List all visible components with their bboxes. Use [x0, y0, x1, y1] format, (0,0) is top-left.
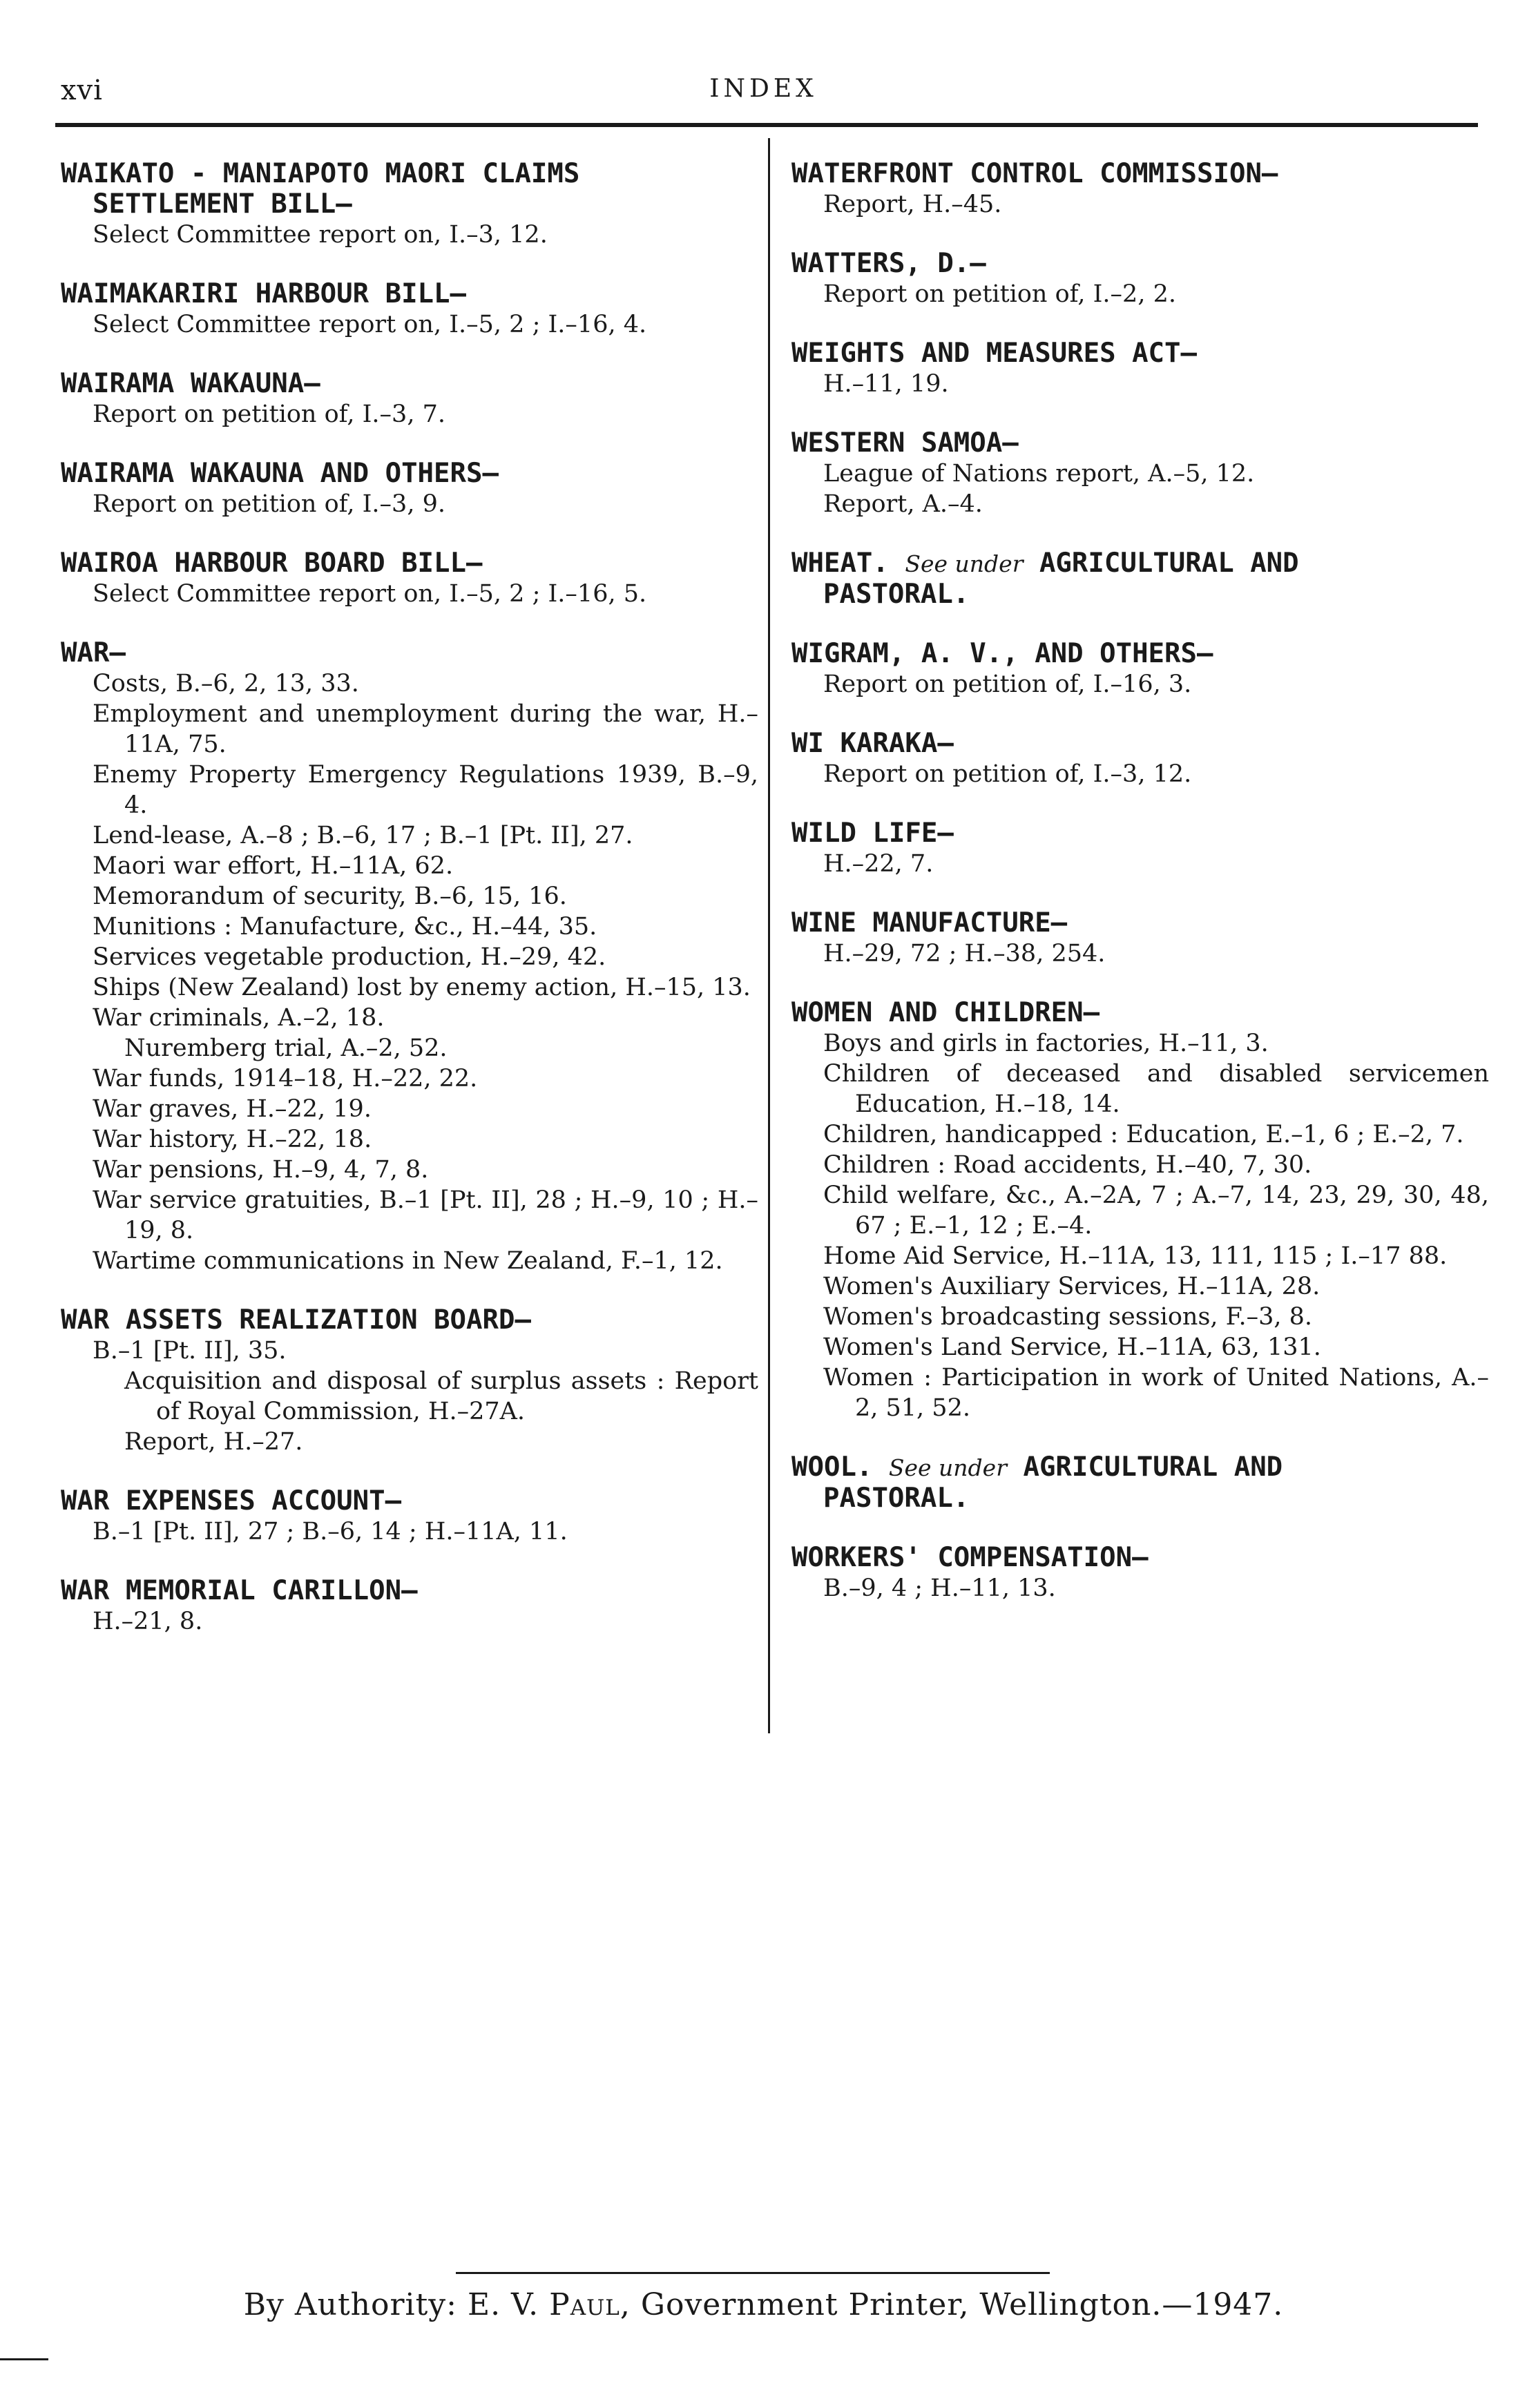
- index-entry: [61, 548, 758, 609]
- entry-reference: War history, H.–22, 18.: [93, 1126, 372, 1153]
- entry-reference: Report, A.–4.: [823, 490, 983, 518]
- entry-reference: War pensions, H.–9, 4, 7, 8.: [93, 1156, 429, 1184]
- entry-reference: Report on petition of, I.–3, 7.: [93, 401, 445, 428]
- index-entry: [791, 1452, 1489, 1514]
- entry-heading: WAR—: [61, 637, 126, 668]
- index-entry: [791, 998, 1489, 1423]
- entry-reference: Wartime communications in New Zealand, F.–1, 12.: [93, 1247, 723, 1275]
- entry-reference: Children, handicapped : Education, E.–1, 6 ; E.–2, 7.: [823, 1121, 1464, 1148]
- page-number: xvi: [61, 75, 103, 106]
- entry-heading-word: WHEAT.: [791, 548, 889, 579]
- index-entry: [791, 639, 1489, 700]
- index-entry: [791, 249, 1489, 309]
- index-entry: [61, 1486, 758, 1547]
- entry-heading-line: WAIKATO - MANIAPOTO MAORI CLAIMS: [61, 158, 580, 189]
- index-entry: [61, 369, 758, 430]
- entry-heading: WIGRAM, A. V., AND OTHERS—: [791, 638, 1213, 669]
- imprint-printer-name: E. V. Paul,: [467, 2287, 631, 2322]
- entry-reference: Report on petition of, I.–16, 3.: [823, 671, 1192, 698]
- index-entry: [791, 908, 1489, 969]
- entry-heading-word: WOOL.: [791, 1452, 873, 1483]
- entry-heading-word: AGRICULTURAL AND: [1039, 548, 1299, 579]
- entry-heading-continuation: PASTORAL.: [823, 579, 970, 610]
- entry-subreference: Acquisition and disposal of surplus assets : Report of Royal Commission, H.–27A.: [124, 1367, 758, 1425]
- entry-reference: Report, H.–45.: [823, 191, 1002, 218]
- entry-heading: WAIRAMA WAKAUNA AND OTHERS—: [61, 458, 499, 489]
- footer-rule: [456, 2272, 1050, 2274]
- entry-reference: H.–21, 8.: [93, 1608, 203, 1635]
- index-entry: [61, 279, 758, 340]
- entry-heading: WORKERS' COMPENSATION—: [791, 1542, 1149, 1573]
- entry-reference: Select Committee report on, I.–3, 12.: [93, 221, 548, 249]
- entry-heading: WATERFRONT CONTROL COMMISSION—: [791, 158, 1278, 189]
- index-entry: [61, 159, 758, 250]
- entry-reference: Select Committee report on, I.–5, 2 ; I.–16, 5.: [93, 580, 647, 608]
- entry-reference: Children of deceased and disabled servicemen Education, H.–18, 14.: [823, 1060, 1489, 1118]
- entry-reference: Home Aid Service, H.–11A, 13, 111, 115 ; I.–17 88.: [823, 1242, 1448, 1270]
- entry-reference: Munitions : Manufacture, &c., H.–44, 35.: [93, 913, 597, 941]
- entry-heading-continuation: SETTLEMENT BILL—: [93, 189, 352, 220]
- index-entry: [791, 818, 1489, 879]
- index-entry: [61, 638, 758, 1276]
- entry-reference: Lend-lease, A.–8 ; B.–6, 17 ; B.–1 [Pt. II], 27.: [93, 822, 633, 849]
- entry-reference: Ships (New Zealand) lost by enemy action, H.–15, 13.: [93, 974, 751, 1001]
- entry-reference: Women's Auxiliary Services, H.–11A, 28.: [823, 1273, 1320, 1300]
- entry-heading: WAR MEMORIAL CARILLON—: [61, 1575, 418, 1606]
- printer-imprint: [0, 2287, 1527, 2322]
- entry-reference: B.–1 [Pt. II], 35.: [93, 1337, 287, 1365]
- see-under-reference: See under: [888, 1454, 1007, 1481]
- entry-heading: WINE MANUFACTURE—: [791, 907, 1068, 938]
- entry-heading: [61, 159, 758, 220]
- entry-heading: [791, 548, 1489, 610]
- entry-heading: [791, 1452, 1489, 1514]
- entry-heading: WAR ASSETS REALIZATION BOARD—: [61, 1304, 531, 1336]
- entry-heading: WILD LIFE—: [791, 818, 954, 849]
- entry-reference: Report on petition of, I.–3, 12.: [823, 760, 1192, 788]
- entry-reference: Child welfare, &c., A.–2A, 7 ; A.–7, 14, 23, 29, 30, 48, 67 ; E.–1, 12 ; E.–4.: [823, 1182, 1489, 1240]
- entry-reference: Women : Participation in work of United Nations, A.–2, 51, 52.: [823, 1364, 1489, 1422]
- entry-heading: WAR EXPENSES ACCOUNT—: [61, 1485, 402, 1516]
- entry-reference: War funds, 1914–18, H.–22, 22.: [93, 1065, 478, 1092]
- entry-reference: League of Nations report, A.–5, 12.: [823, 460, 1255, 488]
- entry-heading: WOMEN AND CHILDREN—: [791, 997, 1100, 1028]
- right-column: [791, 159, 1489, 1632]
- entry-heading-word: AGRICULTURAL AND: [1023, 1452, 1283, 1483]
- index-entry: [61, 459, 758, 519]
- imprint-prefix: By Authority:: [243, 2287, 457, 2322]
- entry-reference: War graves, H.–22, 19.: [93, 1095, 372, 1123]
- entry-subreference: Report, H.–27.: [124, 1428, 303, 1456]
- entry-reference: Boys and girls in factories, H.–11, 3.: [823, 1030, 1269, 1057]
- entry-reference: War service gratuities, B.–1 [Pt. II], 28 ; H.–9, 10 ; H.–19, 8.: [93, 1186, 758, 1244]
- entry-reference: Memorandum of security, B.–6, 15, 16.: [93, 883, 567, 910]
- index-entry: [791, 338, 1489, 399]
- entry-heading: WAIMAKARIRI HARBOUR BILL—: [61, 278, 466, 309]
- entry-reference: Services vegetable production, H.–29, 42.: [93, 943, 606, 971]
- entry-reference: Employment and unemployment during the war, H.–11A, 75.: [93, 700, 758, 758]
- entry-reference: Maori war effort, H.–11A, 62.: [93, 852, 454, 880]
- index-entry: [791, 548, 1489, 610]
- index-entry: [791, 1543, 1489, 1603]
- entry-reference: H.–29, 72 ; H.–38, 254.: [823, 940, 1106, 967]
- entry-reference: War criminals, A.–2, 18.: [93, 1004, 385, 1032]
- see-under-reference: See under: [905, 550, 1024, 577]
- entry-heading: WATTERS, D.—: [791, 248, 986, 279]
- index-entry: [61, 1305, 758, 1457]
- index-entry: [791, 428, 1489, 519]
- running-head: INDEX: [709, 75, 818, 103]
- entry-subreference: Nuremberg trial, A.–2, 52.: [124, 1034, 448, 1062]
- entry-reference: H.–22, 7.: [823, 850, 934, 878]
- entry-reference: Women's broadcasting sessions, F.–3, 8.: [823, 1303, 1313, 1331]
- entry-heading: WAIROA HARBOUR BOARD BILL—: [61, 548, 483, 579]
- edge-mark: [0, 2358, 48, 2360]
- imprint-suffix: Government Printer, Wellington.—1947.: [640, 2287, 1284, 2322]
- left-column: [61, 159, 758, 1666]
- index-entry: [791, 159, 1489, 220]
- index-entry: [61, 1576, 758, 1637]
- entry-reference: H.–11, 19.: [823, 370, 949, 398]
- entry-reference: Select Committee report on, I.–5, 2 ; I.–16, 4.: [93, 311, 647, 338]
- entry-reference: Report on petition of, I.–3, 9.: [93, 490, 445, 518]
- index-entry: [791, 729, 1489, 789]
- header-rule: [55, 123, 1478, 127]
- entry-heading: WI KARAKA—: [791, 728, 954, 759]
- column-divider: [768, 138, 770, 1733]
- entry-reference: B.–9, 4 ; H.–11, 13.: [823, 1574, 1056, 1602]
- entry-reference: Enemy Property Emergency Regulations 1939, B.–9, 4.: [93, 761, 758, 819]
- entry-reference: Costs, B.–6, 2, 13, 33.: [93, 670, 359, 697]
- entry-heading-continuation: PASTORAL.: [823, 1483, 970, 1514]
- entry-heading: WESTERN SAMOA—: [791, 427, 1019, 459]
- entry-heading: WEIGHTS AND MEASURES ACT—: [791, 338, 1197, 369]
- entry-heading: WAIRAMA WAKAUNA—: [61, 368, 320, 399]
- entry-reference: Children : Road accidents, H.–40, 7, 30.: [823, 1151, 1312, 1179]
- entry-reference: Women's Land Service, H.–11A, 63, 131.: [823, 1333, 1321, 1361]
- entry-reference: B.–1 [Pt. II], 27 ; B.–6, 14 ; H.–11A, 11.: [93, 1518, 568, 1545]
- entry-reference: Report on petition of, I.–2, 2.: [823, 280, 1176, 308]
